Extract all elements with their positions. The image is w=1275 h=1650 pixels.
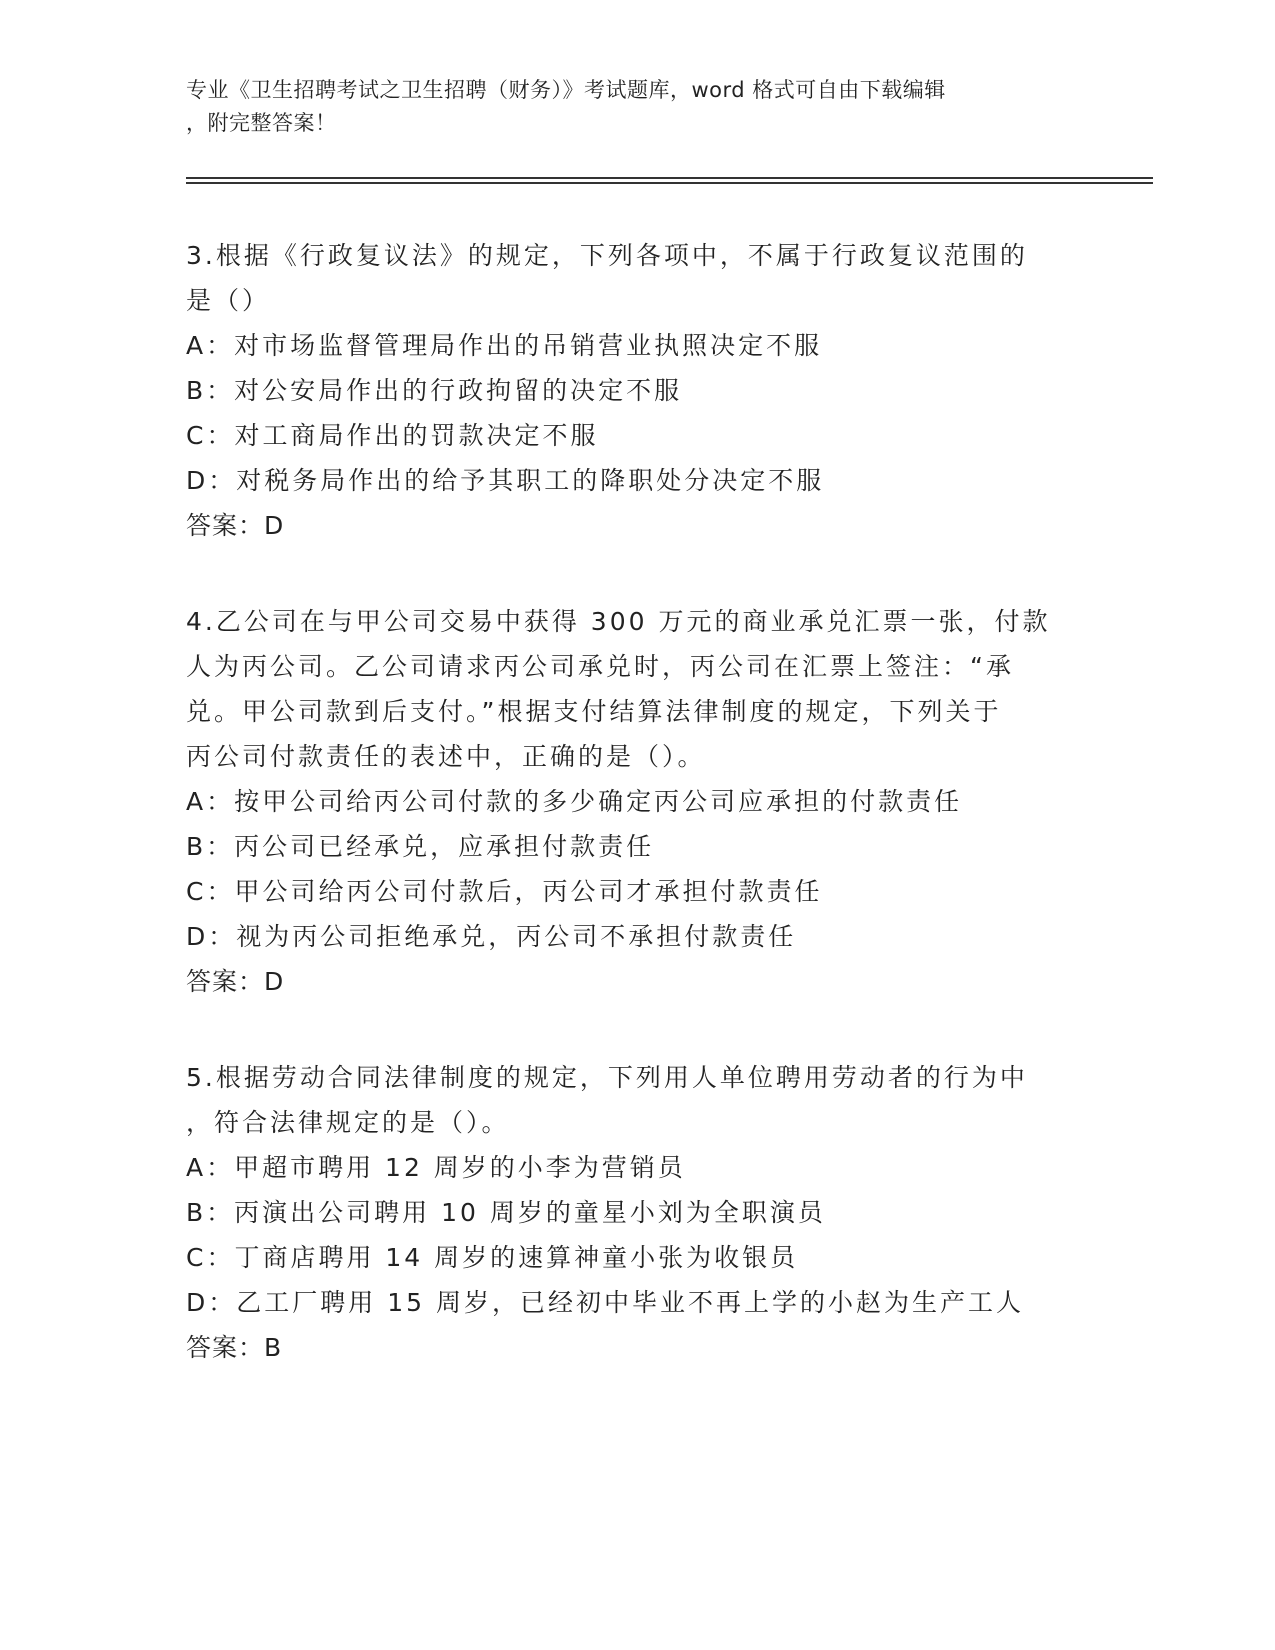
header-line-2: ，附完整答案！ [186,111,337,135]
question-3-option-a: A：对市场监督管理局作出的吊销营业执照决定不服 [186,331,823,360]
question-5-option-a: A：甲超市聘用 12 周岁的小李为营销员 [186,1153,686,1182]
question-3 [186,233,1066,548]
question-4-option-c: C：甲公司给丙公司付款后，丙公司才承担付款责任 [186,877,823,906]
header-divider-top [186,177,1153,179]
question-5-stem-line-1: 5.根据劳动合同法律制度的规定，下列用人单位聘用劳动者的行为中 [186,1063,1028,1092]
question-3-option-b: B：对公安局作出的行政拘留的决定不服 [186,376,683,405]
question-4-option-d: D：视为丙公司拒绝承兑，丙公司不承担付款责任 [186,922,797,951]
question-3-option-c: C：对工商局作出的罚款决定不服 [186,421,599,450]
question-4-answer: 答案：D [186,967,285,996]
question-3-stem-line-1: 3.根据《行政复议法》的规定，下列各项中，不属于行政复议范围的 [186,241,1028,270]
question-4-stem-line-4: 丙公司付款责任的表述中，正确的是（）。 [186,742,706,771]
question-4-stem-line-3: 兑。甲公司款到后支付。”根据支付结算法律制度的规定，下列关于 [186,697,1002,726]
header-divider-bottom [186,182,1153,184]
question-5 [186,1055,1066,1370]
question-3-option-d: D：对税务局作出的给予其职工的降职处分决定不服 [186,466,825,495]
question-5-option-c: C：丁商店聘用 14 周岁的速算神童小张为收银员 [186,1243,799,1272]
question-5-option-b: B：丙演出公司聘用 10 周岁的童星小刘为全职演员 [186,1198,826,1227]
header-line-1: 专业《卫生招聘考试之卫生招聘（财务）》考试题库，word 格式可自由下载编辑 [186,78,946,102]
question-4-stem-line-1: 4.乙公司在与甲公司交易中获得 300 万元的商业承兑汇票一张，付款 [186,607,1051,636]
question-3-answer: 答案：D [186,511,285,540]
question-4-option-b: B：丙公司已经承兑，应承担付款责任 [186,832,655,861]
document-header [186,74,1066,140]
question-4-option-a: A：按甲公司给丙公司付款的多少确定丙公司应承担的付款责任 [186,787,963,816]
question-5-answer: 答案：B [186,1333,283,1362]
question-4-stem-line-2: 人为丙公司。乙公司请求丙公司承兑时，丙公司在汇票上签注：“承 [186,652,1014,681]
question-5-stem-line-2: ，符合法律规定的是（）。 [186,1108,510,1137]
question-3-stem-line-2: 是（） [186,286,271,315]
question-4 [186,599,1066,1004]
question-5-option-d: D：乙工厂聘用 15 周岁，已经初中毕业不再上学的小赵为生产工人 [186,1288,1024,1317]
